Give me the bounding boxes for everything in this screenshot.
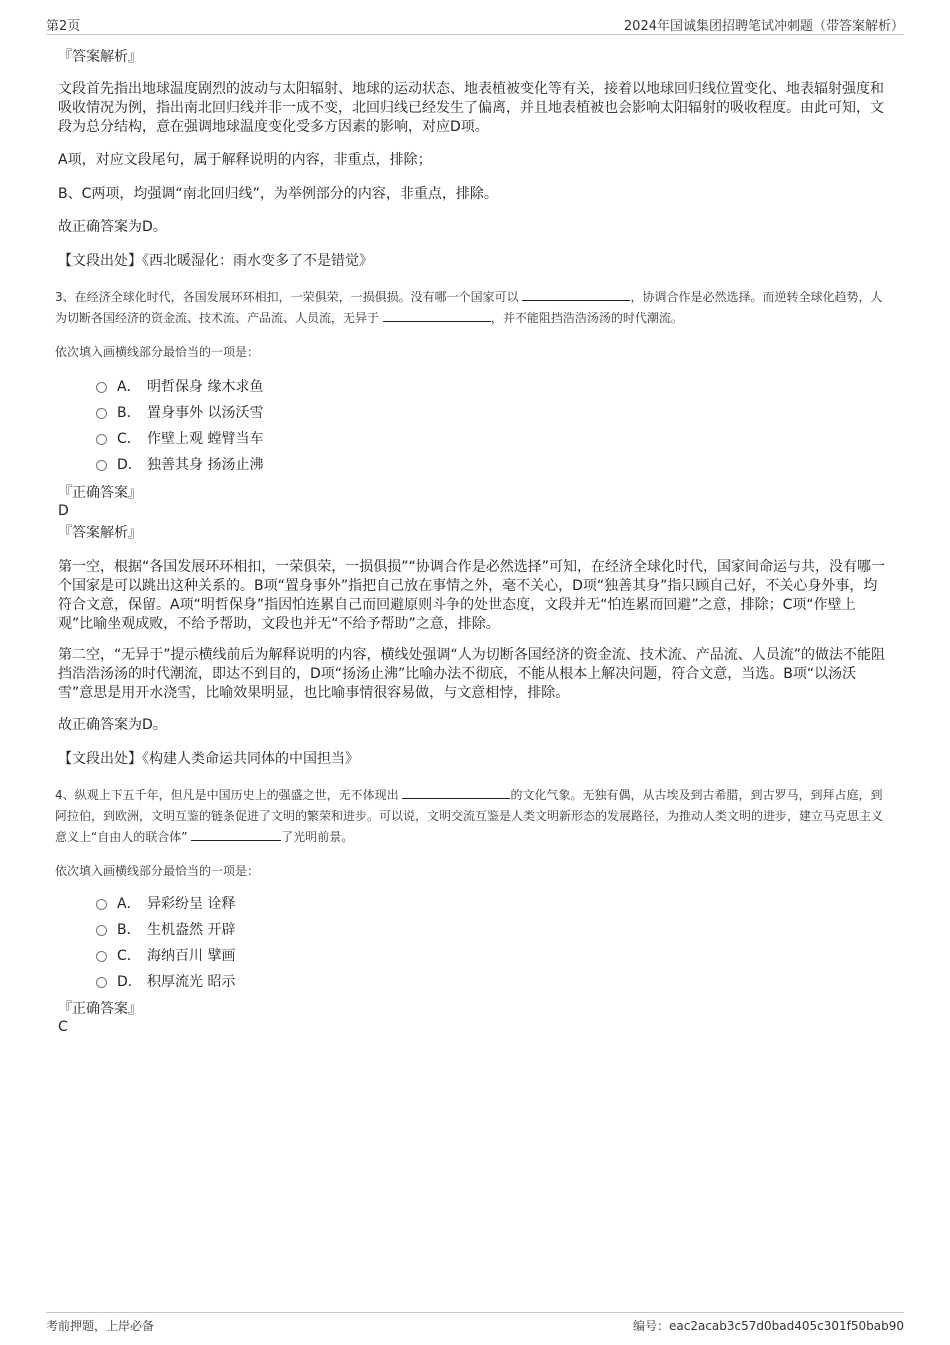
q4-prompt: 依次填入画横线部分最恰当的一项是： [55, 864, 260, 878]
q2-source: 【文段出处】《西北暖湿化：雨水变多了不是错觉》 [58, 253, 373, 269]
q3-stem-part-3: ，并不能阻挡浩浩汤汤的时代潮流。 [490, 311, 683, 325]
q3-analysis-p1: 第一空，根据“各国发展环环相扣，一荣俱荣，一损俱损”“协调合作是必然选择”可知，在经济全球化时代，国家间命运与共，没有哪一个国家是可以跳出这种关系的。B项“置身事外”指把自己放在事情之外，毫不关心，D项“独善其身”指只顾自己好，不关心身外事，均符合文意，保留。A项“明哲保身”指因怕连累自己而回避原则斗争的处世态度，文段并无“怕连累而回避”之意，排除；C项“作壁上观”比喻坐观成败，不给予帮助，文段也并无“不给予帮助”之意，排除。 [58, 559, 886, 632]
footer-code-label: 编号： [632, 1319, 669, 1333]
q3-stem-part-2: ，协调合作是必然选择。而逆转全球化趋势，人为切断各国经济的资金流、技术流、产品流、人员流，无异于 [55, 290, 883, 325]
q4-blank-1 [402, 786, 510, 799]
q4-stem-part-1: 4、纵观上下五千年，但凡是中国历史上的强盛之世，无不体现出 [55, 788, 399, 802]
q3-option-d[interactable]: D． 独善其身 扬汤止沸 [96, 455, 263, 475]
page-number: 第2页 [46, 19, 81, 34]
q4-stem [55, 785, 890, 848]
radio-icon[interactable] [96, 899, 107, 910]
page-header [46, 14, 904, 35]
radio-icon[interactable] [96, 408, 107, 419]
q3-answer: D [58, 503, 69, 519]
document-title: 2024年国诚集团招聘笔试冲刺题（带答案解析） [623, 19, 904, 34]
q3-option-c[interactable]: C． 作壁上观 螳臂当车 [96, 429, 263, 449]
q3-prompt: 依次填入画横线部分最恰当的一项是： [55, 345, 260, 359]
q2-analysis-p2: A项，对应文段尾句，属于解释说明的内容，非重点，排除； [58, 152, 432, 168]
q3-blank-2 [383, 309, 491, 322]
q4-option-c[interactable]: C． 海纳百川 擘画 [96, 946, 235, 966]
q2-analysis-p1: 文段首先指出地球温度剧烈的波动与太阳辐射、地球的运动状态、地表植被变化等有关，接着以地球回归线位置变化、地表辐射强度和吸收情况为例，指出南北回归线并非一成不变，北回归线已经发生了偏离，并且地表植被也会影响太阳辐射的吸收程度。由此可知，文段为总分结构，意在强调地球温度变化受多方因素的影响，对应D项。 [58, 81, 884, 135]
q3-answer-title: 『正确答案』 [58, 485, 142, 501]
q4-option-d[interactable]: D． 积厚流光 昭示 [96, 972, 235, 992]
q4-answer: C [58, 1019, 68, 1035]
q4-answer-title: 『正确答案』 [58, 1001, 142, 1017]
q3-analysis-conclusion: 故正确答案为D。 [58, 717, 167, 733]
radio-icon[interactable] [96, 382, 107, 393]
q4-option-b[interactable]: B． 生机盎然 开辟 [96, 920, 235, 940]
q3-option-a[interactable]: A． 明哲保身 缘木求鱼 [96, 377, 263, 397]
footer-code [633, 1317, 904, 1334]
q2-analysis-conclusion: 故正确答案为D。 [58, 219, 167, 235]
q4-option-a[interactable]: A． 异彩纷呈 诠释 [96, 894, 235, 914]
footer-slogan: 考前押题，上岸必备 [46, 1319, 155, 1333]
q3-analysis-title: 『答案解析』 [58, 525, 142, 541]
q3-stem [55, 287, 890, 329]
radio-icon[interactable] [96, 951, 107, 962]
q2-analysis-title: 『答案解析』 [58, 49, 142, 65]
page-footer [46, 1312, 904, 1335]
q3-option-b[interactable]: B． 置身事外 以汤沃雪 [96, 403, 263, 423]
q3-analysis-p2: 第二空，“无异于”提示横线前后为解释说明的内容，横线处强调“人为切断各国经济的资金流、技术流、产品流、人员流”的做法不能阻挡浩浩汤汤的时代潮流，即达不到目的，D项“扬汤止沸”比喻办法不彻底，不能从根本上解决问题，符合文意，当选。B项“以汤沃雪”意思是用开水浇雪，比喻效果明显，也比喻事情很容易做，与文意相悖，排除。 [58, 647, 886, 701]
q3-blank-1 [522, 288, 630, 301]
radio-icon[interactable] [96, 434, 107, 445]
q4-stem-part-3: 了光明前景。 [281, 830, 354, 844]
radio-icon[interactable] [96, 460, 107, 471]
q4-blank-2 [191, 828, 281, 841]
footer-code-value: eac2acab3c57d0bad405c301f50bab90 [669, 1319, 904, 1333]
q4-stem-part-2: 的文化气象。无独有偶，从古埃及到古希腊，到古罗马，到拜占庭，到阿拉伯，到欧洲，文明互鉴的链条促进了文明的繁荣和进步。可以说，文明交流互鉴是人类文明新形态的发展路径，为推动人类文明的进步，建立马克思主义意义上“自由人的联合体” [55, 788, 884, 844]
radio-icon[interactable] [96, 925, 107, 936]
radio-icon[interactable] [96, 977, 107, 988]
q2-analysis-p3: B、C两项，均强调“南北回归线”，为举例部分的内容，非重点，排除。 [58, 186, 498, 202]
q3-source: 【文段出处】《构建人类命运共同体的中国担当》 [58, 751, 359, 767]
q3-stem-part-1: 3、在经济全球化时代，各国发展环环相扣，一荣俱荣，一损俱损。没有哪一个国家可以 [55, 290, 519, 304]
